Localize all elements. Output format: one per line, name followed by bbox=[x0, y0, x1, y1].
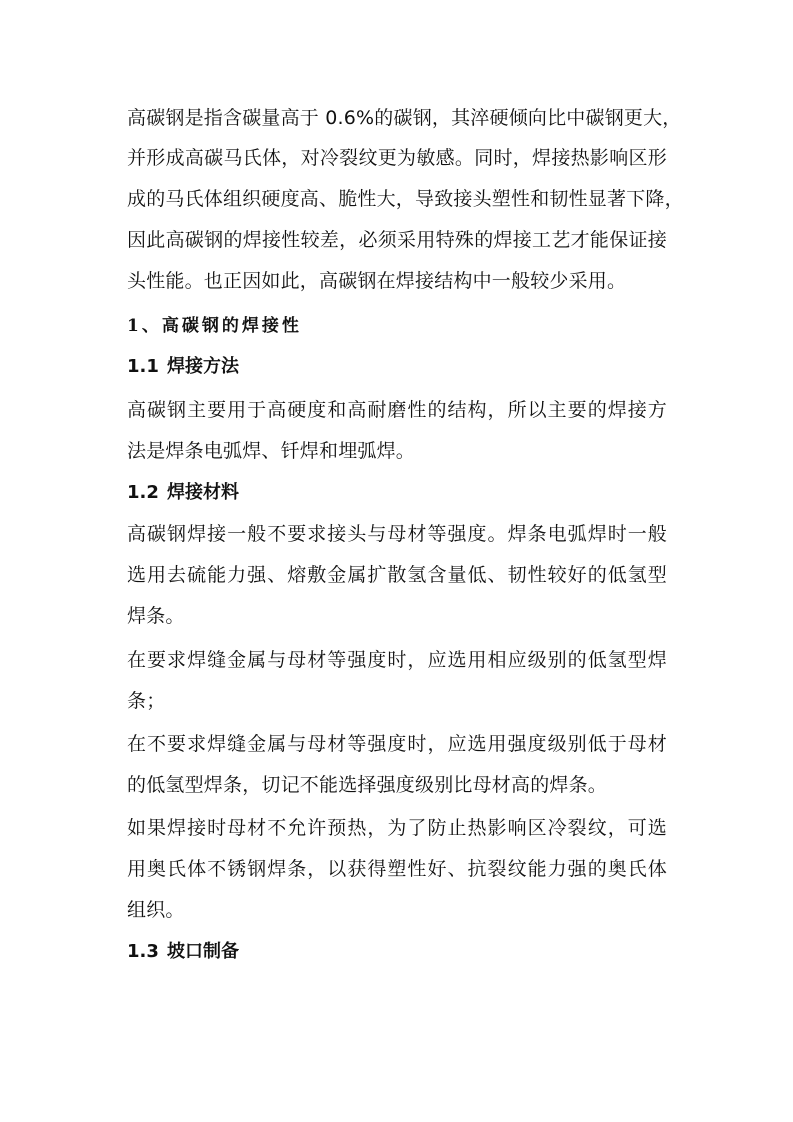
subsection-number: 1.2 bbox=[127, 482, 159, 503]
subsection-number: 1.3 bbox=[127, 941, 159, 962]
intro-line: 头性能。也正因如此，高碳钢在焊接结构中一般较少采用。 bbox=[127, 270, 627, 292]
paragraph-line: 的低氢型焊条，切记不能选择强度级别比母材高的焊条。 bbox=[127, 774, 608, 796]
paragraph-line: 用奥氏体不锈钢焊条，以获得塑性好、抗裂纹能力强的奥氏体 bbox=[127, 858, 667, 880]
subsection-number: 1.1 bbox=[127, 356, 159, 377]
paragraph-line: 选用去硫能力强、熔敷金属扩散氢含量低、韧性较好的低氢型 bbox=[127, 564, 667, 586]
intro-line: 因此高碳钢的焊接性较差，必须采用特殊的焊接工艺才能保证接 bbox=[127, 229, 667, 251]
paragraph-line: 如果焊接时母材不允许预热，为了防止热影响区冷裂纹，可选 bbox=[127, 817, 667, 839]
paragraph-line: 在要求焊缝金属与母材等强度时，应选用相应级别的低氢型焊 bbox=[127, 649, 667, 671]
paragraph-line: 在不要求焊缝金属与母材等强度时，应选用强度级别低于母材 bbox=[127, 733, 667, 755]
section-heading: 1、高碳钢的焊接性 bbox=[127, 316, 302, 336]
intro-line: 成的马氏体组织硬度高、脆性大，导致接头塑性和韧性显著下降， bbox=[127, 188, 684, 210]
intro-line: 并形成高碳马氏体，对冷裂纹更为敏感。同时，焊接热影响区形 bbox=[127, 147, 667, 169]
subsection-heading-1-3 bbox=[127, 940, 239, 964]
subsection-heading-1-1 bbox=[127, 355, 239, 379]
intro-line: 高碳钢是指含碳量高于 0.6%的碳钢，其淬硬倾向比中碳钢更大， bbox=[127, 107, 682, 129]
subsection-title: 焊接材料 bbox=[167, 482, 239, 503]
paragraph-line: 焊条。 bbox=[127, 605, 185, 627]
subsection-title: 坡口制备 bbox=[167, 941, 239, 962]
paragraph-line: 法是焊条电弧焊、钎焊和埋弧焊。 bbox=[127, 440, 416, 462]
paragraph-line: 组织。 bbox=[127, 899, 185, 921]
paragraph-line: 条； bbox=[127, 690, 166, 712]
subsection-title: 焊接方法 bbox=[167, 356, 239, 377]
paragraph-line: 高碳钢焊接一般不要求接头与母材等强度。焊条电弧焊时一般 bbox=[127, 523, 667, 545]
subsection-heading-1-2 bbox=[127, 481, 239, 505]
paragraph-line: 高碳钢主要用于高硬度和高耐磨性的结构，所以主要的焊接方 bbox=[127, 399, 667, 421]
